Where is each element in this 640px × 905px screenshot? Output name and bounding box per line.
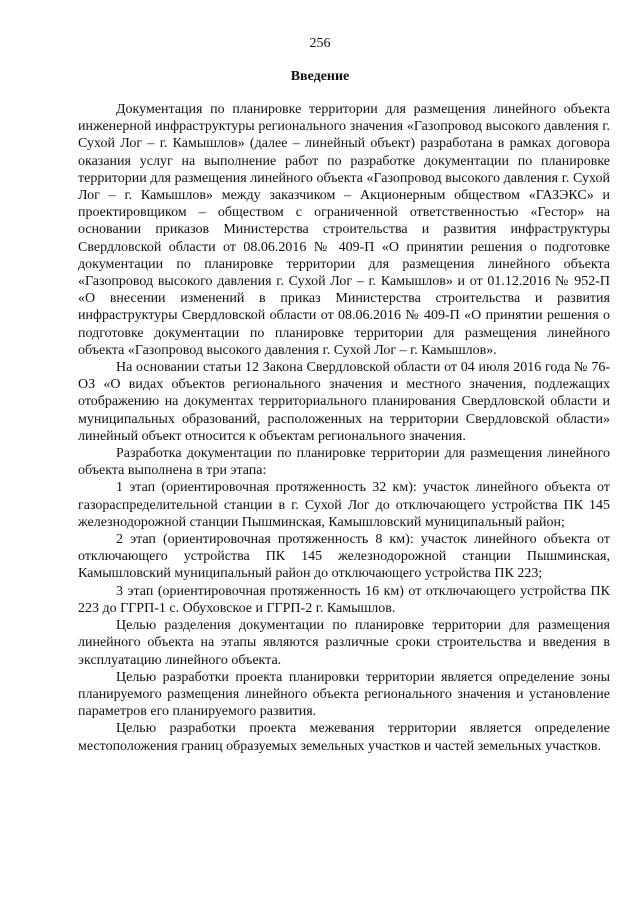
paragraph-stage-2: 2 этап (ориентировочная протяженность 8 км): участок линейного объекта от отключающего устройства ПК 145 железнодорожной станции Пышминская, Камышловский муниципальный район до отключающего устройства ПК 223; [78, 532, 610, 582]
paragraph-division-purpose: Целью разделения документации по планировке территории для размещения линейного объекта на этапы являются различные сроки строительства и введения в эксплуатацию линейного объекта. [78, 618, 610, 668]
paragraph-surveying-purpose: Целью разработки проекта межевания территории является определение местоположения границ образуемых земельных участков и частей земельных участков. [78, 721, 610, 754]
paragraph-planning-purpose: Целью разработки проекта планировки территории является определение зоны планируемого размещения линейного объекта регионального значения и установление параметров его планируемого развития. [78, 669, 610, 720]
paragraph-intro: Документация по планировке территории для размещения линейного объекта инженерной инфраструктуры регионального значения «Газопровод высокого давления г. Сухой Лог – г. Камышлов» (далее – линейный объект) разработана в рамках договора оказания услуг на выполнение работ по разработке документации по планировке территории для размещения линейного объекта «Газопровод высокого давления г. Сухой Лог – г. Камышлов» между заказчиком – Акционерным обществом «ГАЗЭКС» и проектировщиком – обществом с ограниченной ответственностью «Гестор» на основании приказов Министерства строительства и развития инфраструктуры Свердловской области от 08.06.2016 № 409-П «О принятии решения о подготовке документации по планировке территории для размещения линейного объекта «Газопровод высокого давления г. Сухой Лог – г. Камышлов» и от 01.12.2016 № 952-П «О внесении изменений в приказ Министерства строительства и развития инфраструктуры Свердловской области от 08.06.2016 № 409-П «О принятии решения о подготовке документации по планировке территории для размещения линейного объекта «Газопровод высокого давления г. Сухой Лог – г. Камышлов». [78, 102, 610, 358]
paragraph-stages-intro: Разработка документации по планировке территории для размещения линейного объекта выполнена в три этапа: [78, 446, 610, 479]
page-number: 256 [309, 36, 331, 51]
paragraph-legal-basis: На основании статьи 12 Закона Свердловской области от 04 июля 2016 года № 76-ОЗ «О видах объектов регионального значения и местного значения, подлежащих отображению на документах территориального планирования Свердловской области и муниципальных образований, расположенных на территории Свердловской области» линейный объект относится к объектам регионального значения. [78, 360, 610, 444]
paragraph-stage-1: 1 этап (ориентировочная протяженность 32 км): участок линейного объекта от газораспределительной станции в г. Сухой Лог до отключающего устройства ПК 145 железнодорожной станции Пышминская, Камышловский муниципальный район; [78, 480, 610, 530]
page-title: Введение [290, 69, 350, 84]
paragraph-stage-3: 3 этап (ориентировочная протяженность 16 км) от отключающего устройства ПК 223 до ГГРП-1 с. Обуховское и ГГРП-2 г. Камышлов. [78, 583, 610, 616]
document-body [78, 101, 610, 755]
